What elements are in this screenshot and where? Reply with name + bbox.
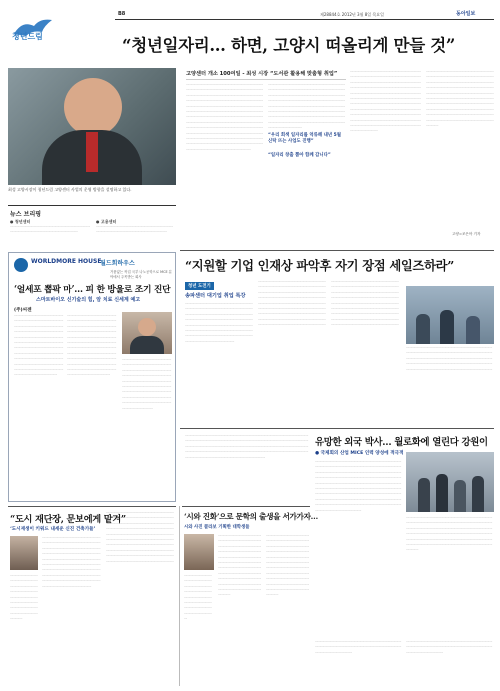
worldmore-brand: WORLDMORE HOUSE xyxy=(31,258,102,265)
briefing-item-2: ● 고용센터 xyxy=(96,219,117,224)
interview-rule xyxy=(186,79,346,80)
main-sub-1: “우리 회색 일자리를 억류해 내년 5월 신탁 뜨는 사업도 진행” xyxy=(268,133,341,144)
worldmore-logo-icon xyxy=(14,258,28,272)
photo-figure-2 xyxy=(440,310,454,344)
photo-figure-d xyxy=(472,476,484,512)
third-body-col-2: ㅡㅡㅡㅡㅡㅡㅡㅡㅡㅡㅡㅡㅡㅡㅡㅡㅡㅡㅡㅡㅡㅡㅡㅡㅡㅡㅡㅡㅡㅡㅡㅡㅡㅡㅡㅡㅡㅡㅡㅡㅡㅡㅡㅡㅡㅡㅡㅡㅡㅡㅡㅡㅡㅡㅡㅡㅡㅡㅡㅡㅡㅡㅡㅡㅡㅡㅡㅡㅡㅡㅡㅡㅡㅡㅡㅡㅡㅡㅡㅡㅡㅡㅡㅡㅡㅡㅡㅡㅡㅡㅡㅡㅡㅡㅡㅡㅡㅡㅡㅡㅡㅡㅡㅡㅡㅡㅡㅡㅡㅡㅡㅡㅡㅡㅡㅡㅡㅡㅡㅡㅡㅡㅡㅡㅡㅡㅡㅡㅡㅡㅡㅡㅡㅡㅡㅡㅡㅡㅡㅡㅡㅡㅡㅡㅡㅡㅡㅡㅡㅡㅡㅡㅡㅡㅡㅡㅡㅡㅡㅡㅡㅡㅡㅡㅡㅡㅡㅡㅡㅡㅡㅡ xyxy=(406,516,493,553)
worldmore-company: (주)씨젠 xyxy=(14,308,32,313)
interview-heading: 고양센터 개소 100여일 - 최성 시장 “도서관 활용해 맞춤형 취업” xyxy=(186,71,338,77)
bottom-story-1-col-2: ㅡㅡㅡㅡㅡㅡㅡㅡㅡㅡㅡㅡㅡㅡㅡㅡㅡㅡㅡㅡㅡㅡㅡㅡㅡㅡㅡㅡㅡㅡㅡㅡㅡㅡㅡㅡㅡㅡㅡㅡㅡㅡㅡㅡㅡㅡㅡㅡㅡㅡㅡㅡㅡㅡㅡㅡㅡㅡㅡㅡㅡㅡㅡㅡㅡㅡㅡㅡㅡㅡㅡㅡㅡㅡㅡㅡㅡㅡㅡㅡㅡㅡㅡㅡㅡㅡㅡㅡㅡㅡㅡㅡㅡㅡㅡㅡㅡㅡㅡㅡㅡㅡㅡㅡㅡㅡㅡㅡㅡㅡㅡㅡㅡㅡㅡㅡㅡㅡㅡㅡㅡㅡㅡㅡㅡㅡㅡㅡㅡㅡㅡㅡㅡㅡㅡㅡㅡㅡㅡㅡㅡㅡㅡㅡㅡㅡㅡㅡㅡㅡㅡㅡㅡㅡㅡㅡㅡㅡㅡㅡㅡㅡㅡㅡㅡㅡㅡㅡㅡㅡㅡㅡㅡㅡㅡㅡㅡㅡㅡㅡㅡㅡㅡㅡㅡㅡㅡㅡㅡㅡㅡㅡㅡㅡㅡㅡㅡㅡㅡㅡㅡㅡㅡㅡㅡㅡㅡㅡㅡㅡㅡㅡㅡㅡㅡㅡㅡㅡㅡㅡ xyxy=(106,511,174,564)
bottom-rule-mid xyxy=(182,506,310,507)
worldmore-col-2: ㅡㅡㅡㅡㅡㅡㅡㅡㅡㅡㅡㅡㅡㅡㅡㅡㅡㅡㅡㅡㅡㅡㅡㅡㅡㅡㅡㅡㅡㅡㅡㅡㅡㅡㅡㅡㅡㅡㅡㅡㅡㅡㅡㅡㅡㅡㅡㅡㅡㅡㅡㅡㅡㅡㅡㅡㅡㅡㅡㅡㅡㅡㅡㅡㅡㅡㅡㅡㅡㅡㅡㅡㅡㅡㅡㅡㅡㅡㅡㅡㅡㅡㅡㅡㅡㅡㅡㅡㅡㅡㅡㅡㅡㅡㅡㅡㅡㅡㅡㅡㅡㅡㅡㅡㅡㅡㅡㅡㅡㅡㅡㅡㅡㅡㅡㅡㅡㅡㅡㅡㅡㅡㅡㅡㅡㅡㅡㅡㅡㅡㅡㅡㅡㅡㅡㅡㅡㅡㅡㅡㅡㅡㅡㅡㅡㅡㅡㅡㅡㅡㅡㅡㅡㅡㅡㅡㅡㅡㅡㅡㅡㅡㅡㅡㅡㅡㅡㅡㅡㅡㅡㅡㅡㅡㅡㅡㅡㅡㅡㅡㅡㅡㅡㅡㅡㅡㅡㅡㅡㅡ xyxy=(67,314,117,378)
second-story-rule xyxy=(180,250,494,251)
bottom-story-1-headline: “도시 재단장, 문보에게 맡겨” xyxy=(10,514,126,525)
bottom-story-1-photo xyxy=(10,536,38,570)
photo-tie xyxy=(86,132,98,172)
second-body-col-1: ㅡㅡㅡㅡㅡㅡㅡㅡㅡㅡㅡㅡㅡㅡㅡㅡㅡㅡㅡㅡㅡㅡㅡㅡㅡㅡㅡㅡㅡㅡㅡㅡㅡㅡㅡㅡㅡㅡㅡㅡㅡㅡㅡㅡㅡㅡㅡㅡㅡㅡㅡㅡㅡㅡㅡㅡㅡㅡㅡㅡㅡㅡㅡㅡㅡㅡㅡㅡㅡㅡㅡㅡㅡㅡㅡㅡㅡㅡㅡㅡㅡㅡㅡㅡㅡㅡㅡㅡㅡㅡㅡㅡㅡㅡㅡㅡㅡㅡㅡㅡㅡㅡㅡㅡㅡㅡㅡㅡㅡㅡㅡㅡㅡㅡㅡㅡㅡㅡㅡㅡㅡㅡㅡㅡㅡㅡㅡㅡㅡㅡㅡㅡㅡㅡㅡㅡㅡㅡㅡㅡㅡㅡㅡㅡㅡㅡㅡㅡㅡㅡㅡㅡㅡㅡㅡㅡㅡㅡㅡㅡㅡㅡㅡㅡㅡㅡㅡㅡㅡㅡ xyxy=(185,302,253,344)
photo-figure-3 xyxy=(466,316,480,344)
second-body-col-3: ㅡㅡㅡㅡㅡㅡㅡㅡㅡㅡㅡㅡㅡㅡㅡㅡㅡㅡㅡㅡㅡㅡㅡㅡㅡㅡㅡㅡㅡㅡㅡㅡㅡㅡㅡㅡㅡㅡㅡㅡㅡㅡㅡㅡㅡㅡㅡㅡㅡㅡㅡㅡㅡㅡㅡㅡㅡㅡㅡㅡㅡㅡㅡㅡㅡㅡㅡㅡㅡㅡㅡㅡㅡㅡㅡㅡㅡㅡㅡㅡㅡㅡㅡㅡㅡㅡㅡㅡㅡㅡㅡㅡㅡㅡㅡㅡㅡㅡㅡㅡㅡㅡㅡㅡㅡㅡㅡㅡㅡㅡㅡㅡㅡㅡㅡㅡㅡㅡㅡㅡㅡㅡㅡㅡㅡㅡㅡㅡㅡㅡㅡㅡㅡㅡㅡㅡㅡㅡㅡㅡㅡㅡㅡㅡㅡㅡㅡㅡㅡㅡㅡㅡㅡㅡㅡㅡㅡㅡㅡㅡㅡㅡㅡㅡㅡㅡㅡㅡㅡㅡㅡㅡㅡㅡㅡㅡㅡㅡㅡㅡㅡㅡㅡㅡㅡㅡㅡㅡㅡㅡㅡㅡㅡㅡㅡㅡㅡㅡ xyxy=(331,280,399,328)
main-photo xyxy=(8,68,176,185)
third-body-col-3: ㅡㅡㅡㅡㅡㅡㅡㅡㅡㅡㅡㅡㅡㅡㅡㅡㅡㅡㅡㅡㅡㅡㅡㅡㅡㅡㅡㅡㅡㅡㅡㅡㅡㅡㅡㅡㅡㅡㅡㅡㅡㅡㅡㅡㅡㅡㅡㅡㅡㅡㅡㅡㅡㅡㅡㅡㅡㅡㅡㅡㅡㅡㅡㅡㅡㅡㅡㅡ xyxy=(406,640,493,655)
third-story-headline: 유망한 외국 박사… 월로화에 열린다 강원이 xyxy=(315,437,488,448)
section-logo xyxy=(8,14,60,48)
photo-figure-1 xyxy=(416,314,430,344)
bottom-divider xyxy=(179,506,180,686)
second-body-col-2: ㅡㅡㅡㅡㅡㅡㅡㅡㅡㅡㅡㅡㅡㅡㅡㅡㅡㅡㅡㅡㅡㅡㅡㅡㅡㅡㅡㅡㅡㅡㅡㅡㅡㅡㅡㅡㅡㅡㅡㅡㅡㅡㅡㅡㅡㅡㅡㅡㅡㅡㅡㅡㅡㅡㅡㅡㅡㅡㅡㅡㅡㅡㅡㅡㅡㅡㅡㅡㅡㅡㅡㅡㅡㅡㅡㅡㅡㅡㅡㅡㅡㅡㅡㅡㅡㅡㅡㅡㅡㅡㅡㅡㅡㅡㅡㅡㅡㅡㅡㅡㅡㅡㅡㅡㅡㅡㅡㅡㅡㅡㅡㅡㅡㅡㅡㅡㅡㅡㅡㅡㅡㅡㅡㅡㅡㅡㅡㅡㅡㅡㅡㅡㅡㅡㅡㅡㅡㅡㅡㅡㅡㅡㅡㅡㅡㅡㅡㅡㅡㅡㅡㅡㅡㅡㅡㅡㅡㅡㅡㅡㅡㅡㅡㅡㅡㅡㅡㅡㅡㅡㅡㅡㅡㅡㅡㅡㅡㅡㅡㅡㅡㅡㅡㅡㅡㅡㅡㅡㅡㅡㅡㅡㅡㅡㅡㅡㅡㅡ xyxy=(258,280,326,328)
worldmore-title: ‘얼세포 뽑팍 마’… 피 한 방울로 조기 진단 xyxy=(14,285,171,295)
main-headline: “청년일자리… 하면, 고양시 떠올리게 만들 것” xyxy=(122,36,456,55)
bottom-story-1-col-1: ㅡㅡㅡㅡㅡㅡㅡㅡㅡㅡㅡㅡㅡㅡㅡㅡㅡㅡㅡㅡㅡㅡㅡㅡㅡㅡㅡㅡㅡㅡㅡㅡㅡㅡㅡㅡㅡㅡㅡㅡㅡㅡㅡㅡㅡㅡㅡㅡㅡㅡㅡㅡㅡㅡㅡㅡㅡㅡㅡㅡㅡㅡㅡㅡㅡㅡㅡㅡㅡㅡㅡㅡㅡㅡㅡㅡㅡㅡㅡㅡㅡㅡㅡㅡㅡㅡㅡㅡㅡㅡㅡㅡㅡㅡㅡㅡㅡㅡㅡㅡㅡㅡㅡㅡㅡㅡㅡㅡㅡㅡㅡㅡㅡㅡㅡㅡㅡㅡㅡㅡㅡㅡㅡㅡㅡㅡㅡㅡㅡㅡㅡㅡㅡㅡㅡㅡㅡㅡㅡㅡㅡㅡㅡㅡㅡㅡㅡㅡㅡㅡㅡㅡㅡㅡㅡㅡㅡㅡㅡㅡㅡㅡㅡㅡㅡㅡㅡㅡㅡㅡㅡㅡㅡㅡㅡㅡㅡㅡㅡㅡㅡㅡㅡㅡㅡㅡㅡ xyxy=(42,536,101,589)
briefing-rule xyxy=(8,205,176,206)
second-story-sub: 송파센터 대기업 취업 특강 xyxy=(185,293,246,299)
photo-caption: 최성 고양시장이 청년드림 고양센터 사업의 운영 방향을 설명하고 있다. xyxy=(8,187,132,192)
briefing-text-2: ㅡㅡㅡㅡㅡㅡㅡㅡㅡㅡㅡㅡㅡㅡㅡㅡㅡㅡㅡㅡㅡㅡㅡㅡㅡㅡㅡㅡㅡㅡㅡㅡㅡㅡㅡㅡㅡㅡㅡㅡㅡㅡㅡㅡㅡㅡㅡㅡ xyxy=(96,225,173,235)
paper-name: 동아일보 xyxy=(456,11,476,17)
third-story-sub: ● 국제회의 산업 MICE 인력 양성에 적극적 xyxy=(315,451,404,456)
worldmore-photo xyxy=(122,312,172,354)
bottom-story-1-sub: ‘도시재생이 키워드 내세운 신진 건축가들’ xyxy=(10,527,96,532)
worldmore-col-3: ㅡㅡㅡㅡㅡㅡㅡㅡㅡㅡㅡㅡㅡㅡㅡㅡㅡㅡㅡㅡㅡㅡㅡㅡㅡㅡㅡㅡㅡㅡㅡㅡㅡㅡㅡㅡㅡㅡㅡㅡㅡㅡㅡㅡㅡㅡㅡㅡㅡㅡㅡㅡㅡㅡㅡㅡㅡㅡㅡㅡㅡㅡㅡㅡㅡㅡㅡㅡㅡㅡㅡㅡㅡㅡㅡㅡㅡㅡㅡㅡㅡㅡㅡㅡㅡㅡㅡㅡㅡㅡㅡㅡㅡㅡㅡㅡㅡㅡㅡㅡㅡㅡㅡㅡㅡㅡㅡㅡㅡㅡㅡㅡㅡㅡㅡㅡㅡㅡㅡㅡㅡㅡㅡㅡㅡㅡㅡㅡㅡㅡㅡㅡㅡㅡㅡㅡㅡㅡㅡㅡㅡㅡㅡㅡㅡㅡㅡㅡㅡㅡㅡㅡㅡㅡ xyxy=(122,358,172,411)
main-body-col-4: ㅡㅡㅡㅡㅡㅡㅡㅡㅡㅡㅡㅡㅡㅡㅡㅡㅡㅡㅡㅡㅡㅡㅡㅡㅡㅡㅡㅡㅡㅡㅡㅡㅡㅡㅡㅡㅡㅡㅡㅡㅡㅡㅡㅡㅡㅡㅡㅡㅡㅡㅡㅡㅡㅡㅡㅡㅡㅡㅡㅡㅡㅡㅡㅡㅡㅡㅡㅡㅡㅡㅡㅡㅡㅡㅡㅡㅡㅡㅡㅡㅡㅡㅡㅡㅡㅡㅡㅡㅡㅡㅡㅡㅡㅡㅡㅡㅡㅡㅡㅡㅡㅡㅡㅡㅡㅡㅡㅡㅡㅡㅡㅡㅡㅡㅡㅡㅡㅡㅡㅡㅡㅡㅡㅡㅡㅡㅡㅡㅡㅡㅡㅡㅡㅡㅡㅡㅡㅡㅡㅡㅡㅡㅡㅡㅡㅡㅡㅡㅡㅡㅡㅡㅡㅡㅡㅡㅡㅡㅡㅡㅡㅡㅡㅡㅡㅡㅡㅡㅡㅡㅡㅡㅡㅡㅡㅡㅡㅡㅡㅡㅡㅡㅡㅡㅡㅡㅡㅡㅡㅡㅡㅡㅡㅡㅡㅡㅡㅡㅡㅡㅡㅡㅡㅡㅡㅡㅡㅡㅡㅡㅡㅡㅡㅡㅡㅡㅡㅡㅡㅡㅡㅡㅡㅡ xyxy=(426,70,494,129)
briefing-text-1: ㅡㅡㅡㅡㅡㅡㅡㅡㅡㅡㅡㅡㅡㅡㅡㅡㅡㅡㅡㅡㅡㅡㅡㅡㅡㅡㅡㅡㅡㅡㅡㅡㅡㅡㅡㅡㅡㅡㅡㅡㅡㅡㅡㅡㅡㅡㅡㅡ xyxy=(10,225,91,235)
worldmore-col-1: ㅡㅡㅡㅡㅡㅡㅡㅡㅡㅡㅡㅡㅡㅡㅡㅡㅡㅡㅡㅡㅡㅡㅡㅡㅡㅡㅡㅡㅡㅡㅡㅡㅡㅡㅡㅡㅡㅡㅡㅡㅡㅡㅡㅡㅡㅡㅡㅡㅡㅡㅡㅡㅡㅡㅡㅡㅡㅡㅡㅡㅡㅡㅡㅡㅡㅡㅡㅡㅡㅡㅡㅡㅡㅡㅡㅡㅡㅡㅡㅡㅡㅡㅡㅡㅡㅡㅡㅡㅡㅡㅡㅡㅡㅡㅡㅡㅡㅡㅡㅡㅡㅡㅡㅡㅡㅡㅡㅡㅡㅡㅡㅡㅡㅡㅡㅡㅡㅡㅡㅡㅡㅡㅡㅡㅡㅡㅡㅡㅡㅡㅡㅡㅡㅡㅡㅡㅡㅡㅡㅡㅡㅡㅡㅡㅡㅡㅡㅡㅡㅡㅡㅡㅡㅡㅡㅡㅡㅡㅡㅡㅡㅡㅡㅡㅡㅡㅡㅡㅡㅡㅡㅡㅡㅡㅡㅡㅡㅡㅡㅡㅡㅡㅡㅡㅡㅡㅡㅡㅡㅡ xyxy=(14,314,64,378)
worldmore-photo-body xyxy=(130,336,164,354)
photo-person-face xyxy=(64,78,122,136)
briefing-title: 뉴스 브리핑 xyxy=(10,211,42,218)
second-body-col-4: ㅡㅡㅡㅡㅡㅡㅡㅡㅡㅡㅡㅡㅡㅡㅡㅡㅡㅡㅡㅡㅡㅡㅡㅡㅡㅡㅡㅡㅡㅡㅡㅡㅡㅡㅡㅡㅡㅡㅡㅡㅡㅡㅡㅡㅡㅡㅡㅡㅡㅡㅡㅡㅡㅡㅡㅡㅡㅡㅡㅡㅡㅡㅡㅡㅡㅡㅡㅡㅡㅡㅡㅡㅡㅡㅡㅡㅡㅡㅡㅡㅡㅡㅡㅡㅡㅡㅡㅡㅡㅡㅡㅡㅡㅡㅡㅡㅡㅡㅡㅡㅡㅡㅡㅡㅡㅡㅡㅡㅡㅡㅡㅡㅡㅡㅡㅡㅡㅡㅡㅡㅡㅡㅡㅡㅡㅡㅡㅡㅡㅡㅡㅡㅡㅡㅡㅡㅡㅡㅡㅡ xyxy=(406,346,493,372)
third-story-rule xyxy=(180,428,494,429)
briefing-item-1: ● 청년센터 xyxy=(10,219,31,224)
main-body-col-2: ㅡㅡㅡㅡㅡㅡㅡㅡㅡㅡㅡㅡㅡㅡㅡㅡㅡㅡㅡㅡㅡㅡㅡㅡㅡㅡㅡㅡㅡㅡㅡㅡㅡㅡㅡㅡㅡㅡㅡㅡㅡㅡㅡㅡㅡㅡㅡㅡㅡㅡㅡㅡㅡㅡㅡㅡㅡㅡㅡㅡㅡㅡㅡㅡㅡㅡㅡㅡㅡㅡㅡㅡㅡㅡㅡㅡㅡㅡㅡㅡㅡㅡㅡㅡㅡㅡㅡㅡㅡㅡㅡㅡㅡㅡㅡㅡㅡㅡㅡㅡㅡㅡㅡㅡㅡㅡㅡㅡㅡㅡㅡㅡㅡㅡㅡㅡㅡㅡㅡㅡㅡㅡㅡㅡㅡㅡㅡㅡㅡㅡㅡㅡㅡㅡㅡㅡㅡㅡㅡㅡㅡㅡㅡㅡㅡㅡㅡㅡㅡㅡㅡㅡㅡㅡㅡㅡㅡㅡㅡㅡㅡㅡㅡㅡㅡㅡㅡㅡㅡㅡㅡㅡㅡㅡㅡㅡㅡㅡㅡㅡㅡㅡㅡㅡㅡㅡㅡㅡㅡㅡㅡㅡㅡㅡㅡㅡㅡㅡㅡㅡㅡㅡㅡㅡㅡㅡㅡㅡㅡㅡㅡ xyxy=(268,83,345,131)
bottom-rule-left xyxy=(8,506,176,507)
bottom-story-2-col-0: ㅡㅡㅡㅡㅡㅡㅡㅡㅡㅡㅡㅡㅡㅡㅡㅡㅡㅡㅡㅡㅡㅡㅡㅡㅡㅡㅡㅡㅡㅡㅡㅡㅡㅡㅡㅡㅡㅡㅡㅡㅡㅡㅡㅡㅡㅡㅡㅡㅡㅡㅡㅡㅡㅡㅡㅡㅡㅡㅡㅡㅡㅡㅡㅡㅡㅡㅡㅡㅡㅡㅡㅡㅡ xyxy=(184,574,212,622)
photo-figure-a xyxy=(418,478,430,512)
main-byline: 고양=조은아 기자 xyxy=(452,232,481,236)
worldmore-subtitle: 스마트바이오 신기술의 힘, 암 치료 신세계 예고 xyxy=(36,297,141,303)
bottom-story-2-photo xyxy=(184,534,214,570)
photo-figure-c xyxy=(454,480,466,512)
bottom-story-2-col-2: ㅡㅡㅡㅡㅡㅡㅡㅡㅡㅡㅡㅡㅡㅡㅡㅡㅡㅡㅡㅡㅡㅡㅡㅡㅡㅡㅡㅡㅡㅡㅡㅡㅡㅡㅡㅡㅡㅡㅡㅡㅡㅡㅡㅡㅡㅡㅡㅡㅡㅡㅡㅡㅡㅡㅡㅡㅡㅡㅡㅡㅡㅡㅡㅡㅡㅡㅡㅡㅡㅡㅡㅡㅡㅡㅡㅡㅡㅡㅡㅡㅡㅡㅡㅡㅡㅡㅡㅡㅡㅡㅡㅡㅡㅡㅡㅡㅡㅡㅡㅡㅡㅡㅡㅡㅡㅡㅡㅡㅡㅡㅡㅡㅡㅡㅡㅡㅡㅡㅡㅡㅡㅡㅡㅡㅡㅡㅡㅡㅡㅡㅡㅡㅡㅡㅡㅡㅡㅡㅡㅡㅡㅡㅡㅡㅡㅡㅡㅡㅡㅡㅡㅡㅡㅡㅡㅡㅡㅡ xyxy=(266,534,310,598)
bottom-story-2-headline: ‘시와 진화’으로 문학의 출생을 서가가자… xyxy=(184,512,318,521)
bottom-story-2-sub: 시와 사진 콜라보 기획한 대학생들 xyxy=(184,525,250,530)
third-body-col-4: ㅡㅡㅡㅡㅡㅡㅡㅡㅡㅡㅡㅡㅡㅡㅡㅡㅡㅡㅡㅡㅡㅡㅡㅡㅡㅡㅡㅡㅡㅡㅡㅡㅡㅡㅡㅡㅡㅡㅡㅡㅡㅡㅡㅡㅡㅡㅡㅡㅡㅡㅡㅡㅡㅡㅡㅡㅡㅡㅡㅡㅡㅡㅡㅡㅡㅡㅡㅡ xyxy=(315,640,402,655)
bottom-story-2-col-1: ㅡㅡㅡㅡㅡㅡㅡㅡㅡㅡㅡㅡㅡㅡㅡㅡㅡㅡㅡㅡㅡㅡㅡㅡㅡㅡㅡㅡㅡㅡㅡㅡㅡㅡㅡㅡㅡㅡㅡㅡㅡㅡㅡㅡㅡㅡㅡㅡㅡㅡㅡㅡㅡㅡㅡㅡㅡㅡㅡㅡㅡㅡㅡㅡㅡㅡㅡㅡㅡㅡㅡㅡㅡㅡㅡㅡㅡㅡㅡㅡㅡㅡㅡㅡㅡㅡㅡㅡㅡㅡㅡㅡㅡㅡㅡㅡㅡㅡㅡㅡㅡㅡㅡㅡㅡㅡㅡㅡㅡㅡㅡㅡㅡㅡㅡㅡㅡㅡㅡㅡㅡㅡㅡㅡㅡㅡㅡㅡㅡㅡㅡㅡㅡㅡㅡㅡㅡㅡㅡㅡㅡㅡㅡㅡㅡㅡㅡㅡㅡㅡㅡㅡㅡㅡㅡㅡㅡㅡ xyxy=(218,534,262,598)
main-body-col-1: ㅡㅡㅡㅡㅡㅡㅡㅡㅡㅡㅡㅡㅡㅡㅡㅡㅡㅡㅡㅡㅡㅡㅡㅡㅡㅡㅡㅡㅡㅡㅡㅡㅡㅡㅡㅡㅡㅡㅡㅡㅡㅡㅡㅡㅡㅡㅡㅡㅡㅡㅡㅡㅡㅡㅡㅡㅡㅡㅡㅡㅡㅡㅡㅡㅡㅡㅡㅡㅡㅡㅡㅡㅡㅡㅡㅡㅡㅡㅡㅡㅡㅡㅡㅡㅡㅡㅡㅡㅡㅡㅡㅡㅡㅡㅡㅡㅡㅡㅡㅡㅡㅡㅡㅡㅡㅡㅡㅡㅡㅡㅡㅡㅡㅡㅡㅡㅡㅡㅡㅡㅡㅡㅡㅡㅡㅡㅡㅡㅡㅡㅡㅡㅡㅡㅡㅡㅡㅡㅡㅡㅡㅡㅡㅡㅡㅡㅡㅡㅡㅡㅡㅡㅡㅡㅡㅡㅡㅡㅡㅡㅡㅡㅡㅡㅡㅡㅡㅡㅡㅡㅡㅡㅡㅡㅡㅡㅡㅡㅡㅡㅡㅡㅡㅡㅡㅡㅡㅡㅡㅡㅡㅡㅡㅡㅡㅡㅡㅡㅡㅡㅡㅡㅡㅡㅡㅡㅡㅡㅡㅡㅡㅡㅡㅡㅡㅡㅡㅡㅡㅡㅡㅡㅡㅡㅡㅡㅡㅡㅡㅡㅡㅡㅡㅡㅡㅡㅡㅡㅡㅡㅡㅡㅡㅡㅡㅡㅡㅡㅡㅡㅡㅡㅡㅡㅡㅡㅡㅡㅡㅡㅡㅡㅡㅡㅡㅡㅡㅡㅡㅡㅡㅡㅡㅡㅡㅡㅡㅡㅡㅡㅡㅡㅡㅡㅡㅡㅡㅡㅡㅡㅡㅡㅡㅡㅡㅡㅡㅡㅡㅡㅡㅡㅡㅡㅡㅡㅡㅡㅡㅡㅡㅡㅡㅡㅡㅡㅡㅡㅡㅡㅡ xyxy=(186,83,263,152)
section-logo-text: 청년드림 xyxy=(12,32,43,41)
worldmore-side-note: 거품없는 작업 국부 나노공학으로 MCE 분야에서 주목받는 회사 xyxy=(110,270,172,279)
worldmore-brand-kr: 월드회하우스 xyxy=(100,260,135,267)
second-story-tag: 청년 도전기 xyxy=(185,282,214,290)
masthead-rule xyxy=(115,19,494,20)
third-story-photo xyxy=(406,452,494,512)
page-number: B8 xyxy=(118,11,126,17)
third-body-col-1: ㅡㅡㅡㅡㅡㅡㅡㅡㅡㅡㅡㅡㅡㅡㅡㅡㅡㅡㅡㅡㅡㅡㅡㅡㅡㅡㅡㅡㅡㅡㅡㅡㅡㅡㅡㅡㅡㅡㅡㅡㅡㅡㅡㅡㅡㅡㅡㅡㅡㅡㅡㅡㅡㅡㅡㅡㅡㅡㅡㅡㅡㅡㅡㅡㅡㅡㅡㅡㅡㅡㅡㅡㅡㅡㅡㅡㅡㅡㅡㅡㅡㅡㅡㅡㅡㅡㅡㅡㅡㅡㅡㅡㅡㅡㅡㅡㅡㅡㅡㅡㅡㅡㅡㅡㅡㅡㅡㅡㅡㅡㅡㅡㅡㅡㅡㅡㅡㅡㅡㅡㅡㅡㅡㅡㅡㅡㅡㅡㅡㅡㅡㅡㅡㅡㅡㅡㅡㅡㅡㅡㅡㅡㅡㅡㅡㅡㅡㅡㅡㅡㅡㅡㅡㅡㅡㅡㅡㅡㅡㅡㅡㅡㅡㅡㅡㅡㅡㅡㅡㅡㅡㅡㅡㅡㅡㅡㅡㅡㅡㅡㅡㅡㅡㅡㅡㅡㅡㅡㅡㅡㅡㅡㅡㅡㅡㅡㅡㅡㅡㅡㅡㅡㅡㅡㅡㅡㅡㅡㅡㅡㅡㅡㅡㅡㅡㅡㅡㅡㅡㅡㅡㅡㅡㅡㅡㅡㅡㅡㅡㅡㅡㅡㅡㅡㅡㅡㅡㅡㅡㅡㅡㅡㅡㅡㅡㅡㅡㅡㅡㅡㅡㅡㅡㅡㅡㅡㅡㅡㅡㅡㅡㅡㅡㅡㅡㅡㅡ xyxy=(315,460,402,513)
second-story-photo xyxy=(406,286,494,344)
issue-info: 제28844호 2012년 3월 8일 목요일 xyxy=(320,12,384,17)
second-story-headline: “지원할 기업 인재상 파악후 자기 장점 세일즈하라” xyxy=(185,258,455,273)
third-body-left: ㅡㅡㅡㅡㅡㅡㅡㅡㅡㅡㅡㅡㅡㅡㅡㅡㅡㅡㅡㅡㅡㅡㅡㅡㅡㅡㅡㅡㅡㅡㅡㅡㅡㅡㅡㅡㅡㅡㅡㅡㅡㅡㅡㅡㅡㅡㅡㅡㅡㅡㅡㅡㅡㅡㅡㅡㅡㅡㅡㅡㅡㅡㅡㅡㅡㅡㅡㅡㅡㅡㅡㅡㅡㅡㅡㅡㅡㅡㅡㅡㅡㅡㅡㅡㅡㅡㅡㅡㅡㅡㅡㅡㅡㅡㅡㅡㅡㅡㅡㅡㅡㅡㅡㅡㅡㅡㅡㅡㅡㅡㅡㅡㅡㅡㅡㅡㅡㅡㅡㅡㅡㅡㅡㅡㅡㅡㅡㅡㅡㅡㅡㅡㅡㅡㅡㅡㅡㅡㅡㅡㅡㅡㅡㅡㅡㅡㅡㅡㅡㅡㅡㅡㅡㅡㅡㅡㅡㅡㅡㅡㅡㅡㅡㅡㅡㅡㅡㅡㅡㅡㅡㅡㅡㅡㅡㅡㅡㅡㅡㅡㅡㅡㅡㅡㅡㅡ xyxy=(185,434,309,460)
bottom-story-1-col-0: ㅡㅡㅡㅡㅡㅡㅡㅡㅡㅡㅡㅡㅡㅡㅡㅡㅡㅡㅡㅡㅡㅡㅡㅡㅡㅡㅡㅡㅡㅡㅡㅡㅡㅡㅡㅡㅡㅡㅡㅡㅡㅡㅡㅡㅡㅡㅡㅡㅡㅡㅡㅡㅡㅡㅡㅡㅡㅡㅡㅡㅡㅡㅡㅡㅡㅡㅡㅡㅡㅡㅡㅡㅡㅡㅡㅡ xyxy=(10,574,38,622)
main-sub-2: “일자리 창출 뽑아 함께 갑니다” xyxy=(268,153,331,158)
photo-figure-b xyxy=(436,474,448,512)
main-body-col-3: ㅡㅡㅡㅡㅡㅡㅡㅡㅡㅡㅡㅡㅡㅡㅡㅡㅡㅡㅡㅡㅡㅡㅡㅡㅡㅡㅡㅡㅡㅡㅡㅡㅡㅡㅡㅡㅡㅡㅡㅡㅡㅡㅡㅡㅡㅡㅡㅡㅡㅡㅡㅡㅡㅡㅡㅡㅡㅡㅡㅡㅡㅡㅡㅡㅡㅡㅡㅡㅡㅡㅡㅡㅡㅡㅡㅡㅡㅡㅡㅡㅡㅡㅡㅡㅡㅡㅡㅡㅡㅡㅡㅡㅡㅡㅡㅡㅡㅡㅡㅡㅡㅡㅡㅡㅡㅡㅡㅡㅡㅡㅡㅡㅡㅡㅡㅡㅡㅡㅡㅡㅡㅡㅡㅡㅡㅡㅡㅡㅡㅡㅡㅡㅡㅡㅡㅡㅡㅡㅡㅡㅡㅡㅡㅡㅡㅡㅡㅡㅡㅡㅡㅡㅡㅡㅡㅡㅡㅡㅡㅡㅡㅡㅡㅡㅡㅡㅡㅡㅡㅡㅡㅡㅡㅡㅡㅡㅡㅡㅡㅡㅡㅡㅡㅡㅡㅡㅡㅡㅡㅡㅡㅡㅡㅡㅡㅡㅡㅡㅡㅡㅡㅡㅡㅡㅡㅡㅡㅡㅡㅡㅡㅡㅡㅡㅡㅡㅡㅡㅡㅡㅡㅡㅡㅡㅡㅡㅡㅡㅡㅡㅡㅡㅡㅡㅡㅡㅡㅡㅡㅡㅡㅡㅡㅡㅡㅡㅡㅡㅡㅡㅡㅡㅡㅡㅡㅡㅡㅡㅡㅡㅡㅡ xyxy=(350,70,421,134)
worldmore-photo-face xyxy=(138,318,156,336)
